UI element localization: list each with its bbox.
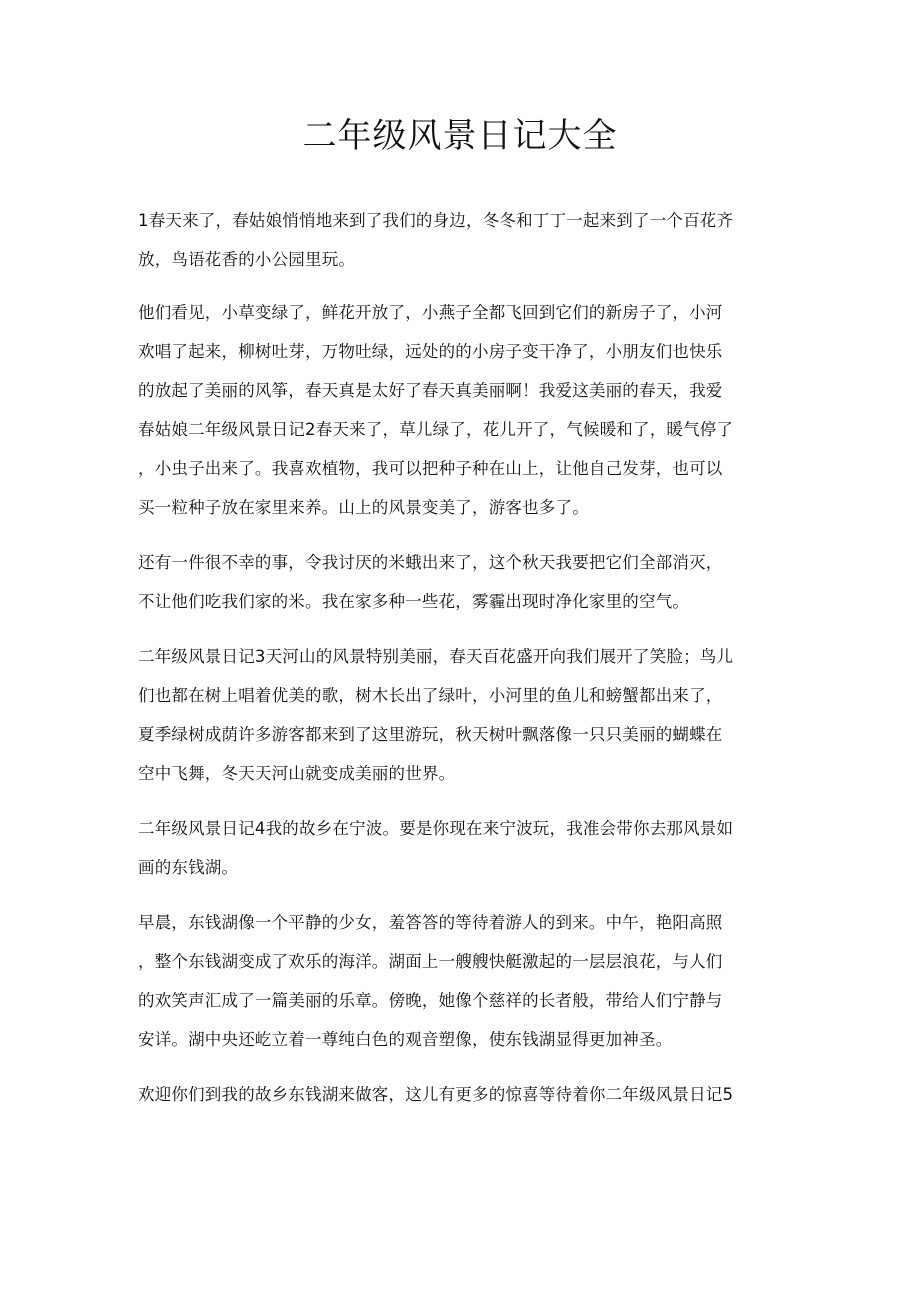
text-line: 欢迎你们到我的故乡东钱湖来做客，这儿有更多的惊喜等待着你二年级风景日记5 — [138, 1085, 734, 1104]
text-line: 二年级风景日记4我的故乡在宁波。要是你现在来宁波玩，我准会带你去那风景如 — [138, 819, 734, 838]
paragraph — [138, 809, 778, 887]
paragraph — [138, 543, 778, 621]
text-line: 的欢笑声汇成了一篇美丽的乐章。傍晚，她像个慈祥的长者般，带给人们宁静与 — [138, 991, 723, 1010]
document-title: 二年级风景日记大全 — [302, 116, 618, 156]
paragraph — [138, 903, 778, 1059]
text-line: 安详。湖中央还屹立着一尊纯白色的观音塑像，使东钱湖显得更加神圣。 — [138, 1030, 673, 1049]
text-line: 放，鸟语花香的小公园里玩。 — [138, 250, 356, 269]
paragraph — [138, 1075, 778, 1114]
text-line: 买一粒种子放在家里来养。山上的风景变美了，游客也多了。 — [138, 498, 589, 517]
paragraph — [138, 201, 778, 279]
text-line: 1春天来了，春姑娘悄悄地来到了我们的身边，冬冬和丁丁一起来到了一个百花齐 — [138, 211, 734, 230]
text-line: 春姑娘二年级风景日记2春天来了，草儿绿了，花儿开了，气候暖和了，暖气停了 — [138, 420, 734, 439]
paragraph — [138, 293, 778, 527]
text-line: 二年级风景日记3天河山的风景特别美丽，春天百花盛开向我们展开了笑脸；鸟儿 — [138, 647, 734, 666]
text-line: 还有一件很不幸的事，令我讨厌的米蛾出来了，这个秋天我要把它们全部消灭， — [138, 553, 723, 572]
text-line: 夏季绿树成荫许多游客都来到了这里游玩，秋天树叶飘落像一只只美丽的蝴蝶在 — [138, 725, 723, 744]
text-line: 的放起了美丽的风筝，春天真是太好了春天真美丽啊！我爱这美丽的春天，我爱 — [138, 381, 723, 400]
text-line: 画的东钱湖。 — [138, 858, 239, 877]
text-line: 早晨，东钱湖像一个平静的少女，羞答答的等待着游人的到来。中午，艳阳高照 — [138, 913, 723, 932]
text-line: ，小虫子出来了。我喜欢植物，我可以把种子种在山上，让他自己发芽，也可以 — [138, 459, 723, 478]
text-line: 们也都在树上唱着优美的歌，树木长出了绿叶，小河里的鱼儿和螃蟹都出来了， — [138, 686, 723, 705]
text-line: 欢唱了起来，柳树吐芽，万物吐绿，远处的的小房子变干净了，小朋友们也快乐 — [138, 342, 723, 361]
text-line: ，整个东钱湖变成了欢乐的海洋。湖面上一艘艘快艇激起的一层层浪花，与人们 — [138, 952, 723, 971]
text-line: 不让他们吃我们家的米。我在家多种一些花，雾霾出现时净化家里的空气。 — [138, 592, 690, 611]
paragraph — [138, 637, 778, 793]
text-line: 空中飞舞，冬天天河山就变成美丽的世界。 — [138, 764, 456, 783]
text-line: 他们看见，小草变绿了，鲜花开放了，小燕子全都飞回到它们的新房子了，小河 — [138, 303, 723, 322]
